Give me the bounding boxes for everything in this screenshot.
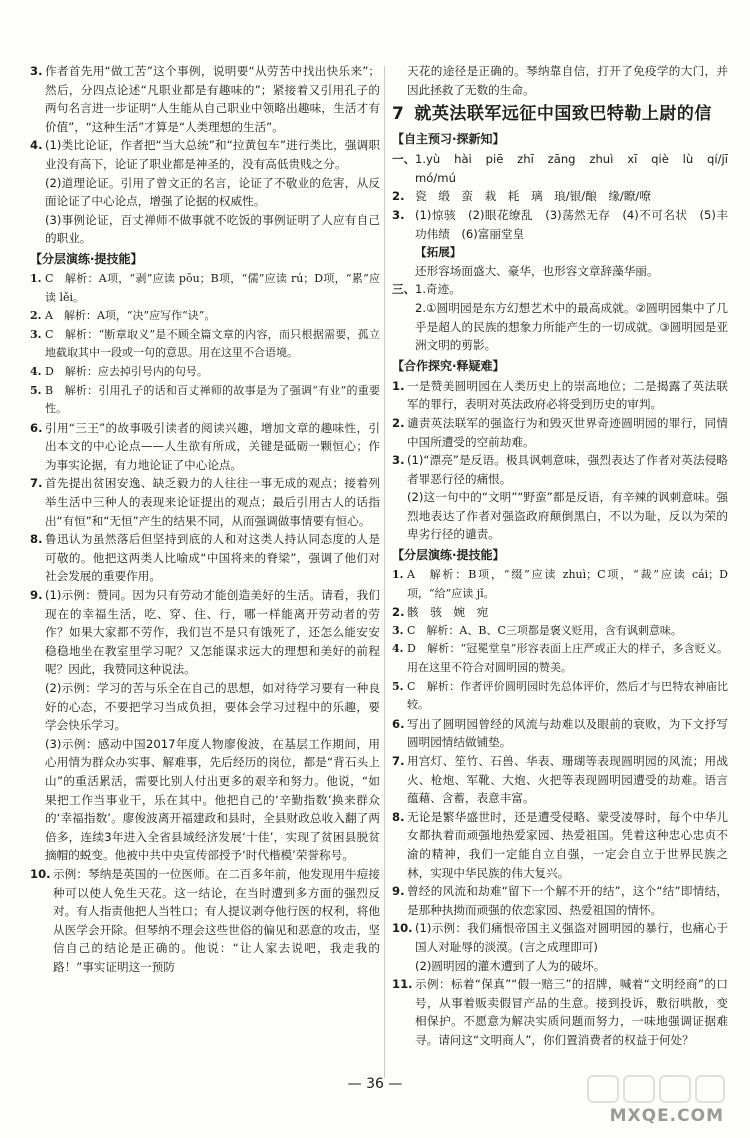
answer-item: 10. 示例：琴纳是英国的一位医师。在二百多年前，他发现用牛痘接种可以使人免生天花。这一结论，在当时遭到多方面的强烈反对。有人指责他把人当牲口；有人提议剥夺他行医的权利，将他从医学会开除。但琴纳不理会这些世俗的偏见和恶意的攻击，坚信自己的结论是正确的。他说：“让人家去说吧，我走我的路！”事实证明这一预防 [30, 866, 380, 974]
extension-label: 【拓展】 [415, 245, 462, 260]
answer-item: 7. 用宫灯、笙竹、石兽、华表、珊瑚等表现圆明园的风流；用战火、枪炮、军靴、大炮、火把等表现圆明园遭受的劫难。语言蕴藉、含蓄，表意丰富。 [392, 754, 728, 806]
answer-item: 3. 作者首先用“做工苦”这个事例，说明要“从劳苦中找出快乐来”；然后，分四点论述“凡职业都是有趣味的”；紧接着又引用孔子的两句名言进一步证明“人生能从自己职业中领略出趣味，生活才有价值”，“这种生活”才算是“人类理想的生活”。 [30, 64, 380, 134]
answer-subitem: (2)示例：学习的苦与乐全在自己的思想，如对待学习要有一种良好的心态，不要把学习当成负担，要体会学习过程中的乐趣，要学会快乐学习。 [45, 681, 380, 733]
answer-item: 5. B 解析：引用孔子的话和百丈禅师的故事是为了强调“有业”的重要性。 [30, 383, 380, 416]
right-column [392, 62, 740, 1050]
section-heading: 【分层演练·提技能】 [392, 548, 505, 563]
answer-item: 一、 1.yù hài piē zhī zāng zhuì xī qiè lù qí/jī mó/mú [392, 152, 740, 185]
answer-item: 2. 谴责英法联军的强盗行为和毁灭世界奇迹圆明园的罪行，同情中国所遭受的空前劫难。 [392, 415, 728, 449]
answer-item: 3. C 解析：A、B、C三项都是褒义贬用，含有讽刺意味。 [392, 623, 682, 637]
answer-item: 5. C 解析：作者评价圆明园时先总体评价，然后才与巴特农神庙比较。 [392, 679, 728, 712]
answer-item: 三、 1.奇迹。 [392, 282, 461, 297]
answer-item: 9. (1)示例：赞同。因为只有劳动才能创造美好的生活。请看，我们现在的幸福生活，吃、穿、住、行，哪一样能离开劳动者的劳作？如果大家都不劳作，我们岂不是只有饿死了，还怎么能安安稳稳地坐在教室里学习呢？又怎能谋求远大的理想和美好的前程呢？因此，我赞同这种说法。 [30, 588, 380, 677]
answer-item: 4. (1)类比论证，作者把“当大总统”和“拉黄包车”进行类比，强调职业没有高下，论证了职业都是神圣的，没有高低贵贱之分。 [30, 138, 380, 171]
answer-item: 10. (1)示例：我们痛恨帝国主义强盗对圆明园的暴行，也痛心于国人对耻辱的淡漠。(言之成理即可) [392, 921, 728, 954]
answer-item: 6. 写出了圆明园曾经的风流与劫难以及眼前的衰败，为下文抒写圆明园情结做铺垫。 [392, 716, 728, 750]
answer-item: 1. A 解析：B项，“缀”应读 zhuì；C项，“裁”应读 cái；D项，“给”应读 jǐ。 [392, 568, 728, 600]
answer-item: 6. 引用“三王”的故事吸引读者的阅读兴趣，增加文章的趣味性，引出本文的中心论点——人生欲有所成，关键是砥砺一颗恒心；作为事实论据，有力地论证了中心论点。 [30, 420, 380, 472]
lesson-title [392, 101, 728, 127]
answer-item: 1. 一是赞美圆明园在人类历史上的崇高地位；二是揭露了英法联军的罪行，表明对英法政府必将受到历史的审判。 [392, 378, 728, 412]
answer-item: 8. 无论是繁华盛世时，还是遭受侵略、蒙受凌辱时，每个中华儿女都执着而顽强地热爱家园、热爱祖国。凭着这种忠心忠贞不渝的精神，我们一定能自立自强，一定会自立于世界民族之林，实现中华民族的伟大复兴。 [392, 809, 728, 880]
section-heading: 【自主预习·探新知】 [392, 132, 505, 147]
answer-item: 1. C 解析：A项，“剥”应读 pōu；B项，“儒”应读 rú；D项，“累”应读 lěi。 [30, 271, 380, 304]
left-column [30, 62, 380, 977]
section-heading: 【分层演练·提技能】 [30, 251, 143, 266]
extension-text: 还形容场面盛大、豪华，也形容文章辞藻华丽。 [415, 263, 659, 278]
answer-item: 2. 骸 骇 婉 宛 [392, 605, 489, 620]
answer-subitem: (2)这一句中的“文明”“野蛮”都是反语，有辛辣的讽刺意味。强烈地表达了作者对强盗政府颠倒黑白，不以为耻，反以为荣的卑劣行径的谴责。 [407, 490, 728, 542]
answer-item: 2. A 解析：A项，“决”应写作“诀”。 [30, 309, 216, 323]
answer-item: 9. 曾经的风流和劫难“留下一个解不开的结”，这个“结”即情结，是那种执拗而顽强的依恋家园、热爱祖国的情怀。 [392, 884, 728, 917]
answer-item: 7. 首先提出贫困安逸、缺乏毅力的人往往一事无成的观点；接着列举生活中三种人的表现来论证提出的观点；最后引用古人的话指出“有恒”和“无恒”产生的结果不同，从而强调做事情要有恒心。 [30, 476, 380, 528]
lesson-title-text: 就英法联军远征中国致巴特勒上尉的信 [414, 104, 712, 125]
answer-subitem: (3)事例论证，百丈禅师不做事就不吃饭的事例证明了人应有自己的职业。 [45, 212, 380, 246]
continued-text: 天花的途径是正确的。琴纳靠自信，打开了免疫学的大门，并因此拯救了无数的生命。 [407, 64, 728, 97]
answer-subitem: (2)道理论证。引用了曾文正的名言，论证了不敬业的危害，从反面论证了中心论点，增强了论据的权威性。 [45, 175, 380, 209]
answer-item: 3. (1)“漂亮”是反语。极具讽刺意味，强烈表达了作者对英法侵略者罪恶行径的痛恨。 [392, 453, 728, 486]
column-divider [384, 66, 385, 1078]
answer-item: 8. 鲁迅认为虽然落后但坚持到底的人和对这类人持认同态度的人是可敬的。他把这两类人比喻成“中国将来的脊梁”，强调了他们对社会发展的重要作用。 [30, 532, 380, 584]
watermark-text: MXQE.COM [609, 1106, 724, 1126]
answer-subitem: (2)圆明园的灌木遭到了人为的破坏。 [415, 958, 606, 973]
answer-item: 3. (1)惊骇 (2)眼花缭乱 (3)荡然无存 (4)不可名状 (5)丰功伟绩 (6)富丽堂皇 [392, 207, 728, 241]
answer-item: 11. 示例：标着“保真”“假一赔三”的招牌，喊着“文明经商”的口号，从事着贩卖假冒产品的生意。接到投诉，敷衍哄散，变相保护。不愿意为解决实质问题而努力，一味地强调证据难寻。请问这“文明商人”，你们置消费者的权益于何处？ [392, 977, 728, 1047]
answer-item: 4. D 解析：“冠冕堂皇”形容表面上庄严或正大的样子，多含贬义。用在这里不符合对圆明园的赞美。 [392, 642, 728, 675]
answer-subitem: 2.①圆明园是东方幻想艺术中的最高成就。②圆明园集中了几乎是超人的民族的想象力所能产生的一切成就。③圆明园是亚洲文明的剪影。 [415, 300, 728, 353]
page-number: — 36 — [347, 1076, 403, 1092]
answer-item: 4. D 解析：应去掉引号内的句号。 [30, 364, 208, 378]
answer-item: 3. C 解析：“断章取义”是不顾全篇文章的内容，而只根据需要，孤立地截取其中一段或一句的意思。用在这里不合语境。 [30, 327, 380, 360]
lesson-number: 7 [392, 104, 405, 125]
answer-subitem: (3)示例：感动中国2017年度人物廖俊波，在基层工作期间，用心用情为群众办实事、解难事，先后经历的岗位，都是“背石头上山”的重活累活，需要比别人付出更多的艰辛和努力。他说，“如果把工作当事业干，乐在其中。他把自己的‘辛勤指数’换来群众的‘幸福指数’。廖俊波离开福建政和县时，全县财政总收入翻了两倍多，连续3年进入全省县域经济发展‘十佳’，实现了贫困县脱贫摘帽的蜕变。他被中共中央宣传部授予‘时代楷模’荣誉称号。 [45, 736, 380, 863]
section-heading: 【合作探究·释疑难】 [392, 358, 505, 373]
answer-item: 2. 瓷 缎 蛮 栽 耗 璃 琅/银/酿 缘/瞭/嘹 [392, 189, 651, 204]
